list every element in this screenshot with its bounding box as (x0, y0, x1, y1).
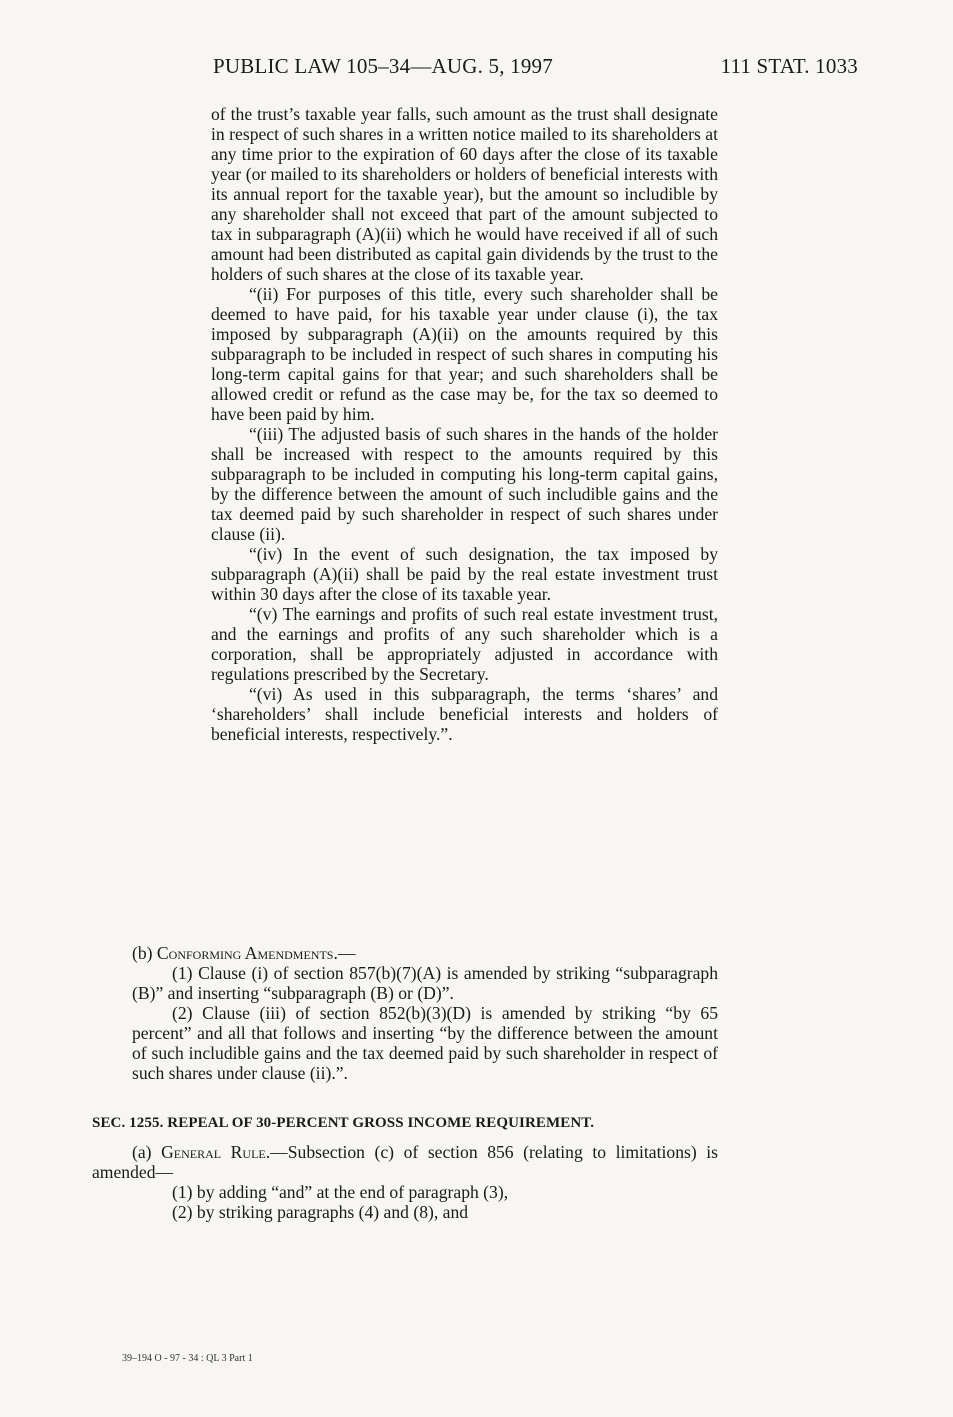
paragraph-continuation: of the trust’s taxable year falls, such amount as the trust shall designate in respect of such shares in a written notice mailed to its shareholders at any time prior to the expiration of 60 days after the close of its taxable year (or mailed to its shareholders or holders of beneficial interests with its annual report for the taxable year), but the amount so includible by any shareholder shall not exceed that part of the amount subjected to tax in subparagraph (A)(ii) which he would have received if all of such amount had been distributed as capital gain dividends by the trust to the holders of such shares at the close of its taxable year. (211, 104, 718, 284)
page-header (213, 54, 858, 84)
clause-v: “(v) The earnings and profits of such real estate investment trust, and the earnings and profits of any such shareholder which is a corporation, shall be appropriately adjusted in accordance with regulations prescribed by the Secretary. (211, 604, 718, 684)
law-citation: PUBLIC LAW 105–34—AUG. 5, 1997 (213, 54, 553, 78)
section-heading: SEC. 1255. REPEAL OF 30-PERCENT GROSS INCOME REQUIREMENT. (92, 1115, 595, 1131)
section-1255-text (92, 1142, 718, 1222)
clause-iv: “(iv) In the event of such designation, the tax imposed by subparagraph (A)(ii) shall be paid by the real estate investment trust within 30 days after the close of its taxable year. (211, 544, 718, 604)
section-item-1: (1) by adding “and” at the end of paragraph (3), (172, 1182, 509, 1202)
clause-vi: “(vi) As used in this subparagraph, the terms ‘shares’ and ‘shareholders’ shall include beneficial interests and holders of beneficial interests, respectively.”. (211, 684, 718, 744)
amendments-heading: (b) Conforming Amendments.— (132, 943, 356, 963)
print-footer: 39–194 O - 97 - 34 : QL 3 Part 1 (122, 1353, 253, 1364)
section-item-2: (2) by striking paragraphs (4) and (8), and (172, 1202, 469, 1222)
amendment-item-1: (1) Clause (i) of section 857(b)(7)(A) is amended by striking “subparagraph (B)” and inserting “subparagraph (B) or (D)”. (132, 963, 718, 1003)
statute-page-number: 111 STAT. 1033 (720, 54, 858, 78)
general-rule: (a) General Rule.—Subsection (c) of section 856 (relating to limitations) is amended— (92, 1142, 718, 1182)
main-text-block (211, 104, 718, 744)
clause-iii: “(iii) The adjusted basis of such shares in the hands of the holder shall be increased with respect to the amounts required by this subparagraph to be included in computing his long-term capital gains, by the difference between the amount of such includible gains and the tax deemed paid by such shareholder in respect of such shares under clause (ii). (211, 424, 718, 544)
amendment-item-2: (2) Clause (iii) of section 852(b)(3)(D) is amended by striking “by 65 percent” and all that follows and inserting “by the difference between the amount of such includible gains and the tax deemed paid by such shareholder in respect of such shares under clause (ii).”. (132, 1003, 718, 1083)
conforming-amendments (132, 943, 718, 1083)
clause-ii: “(ii) For purposes of this title, every such shareholder shall be deemed to have paid, for his taxable year under clause (i), the tax imposed by subparagraph (A)(ii) on the amounts required by this subparagraph to be included in respect of such shares in computing his long-term capital gains for that year; and such shareholders shall be allowed credit or refund as the case may be, for the tax so deemed to have been paid by him. (211, 284, 718, 424)
